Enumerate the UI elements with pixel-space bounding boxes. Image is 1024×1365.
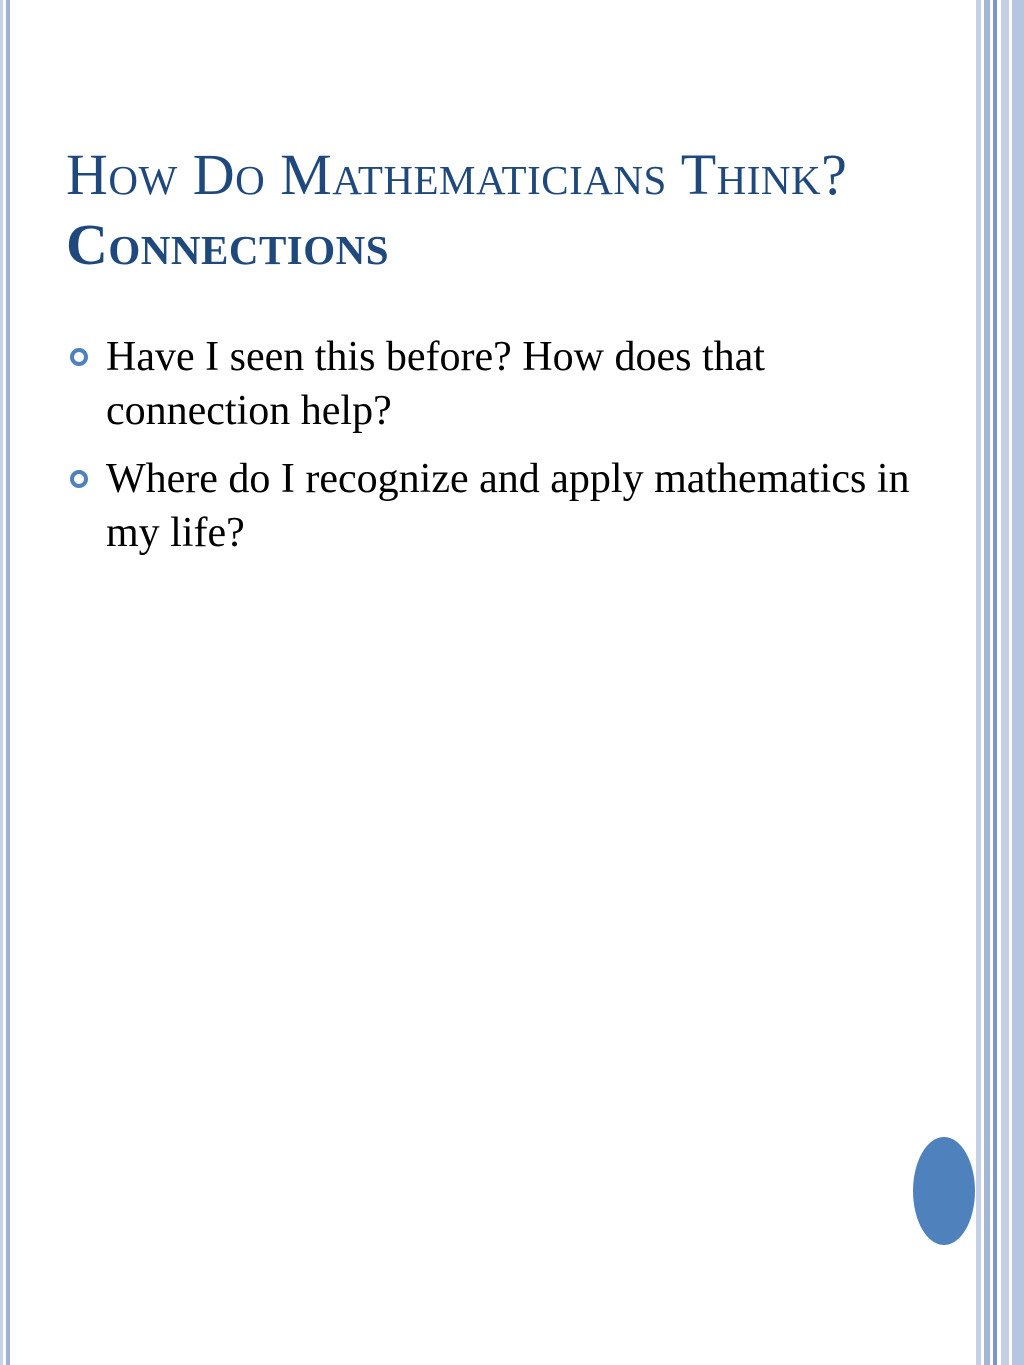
slide-title bbox=[66, 140, 946, 280]
slide-title-emphasis: Connections bbox=[66, 212, 390, 277]
bullet-text: Where do I recognize and apply mathematics in my life? bbox=[106, 456, 910, 556]
bullet-item bbox=[66, 452, 946, 560]
bullet-list bbox=[66, 330, 946, 574]
circle-bullet-icon bbox=[70, 470, 88, 488]
left-border-stripe bbox=[0, 0, 3, 1365]
right-border-stripe bbox=[1001, 0, 1009, 1365]
right-border-stripe bbox=[1012, 0, 1024, 1365]
slide-title-main: How Do Mathematicians Think? bbox=[66, 142, 848, 207]
decorative-oval bbox=[913, 1137, 975, 1245]
circle-bullet-icon bbox=[70, 348, 88, 366]
bullet-item bbox=[66, 330, 946, 438]
left-border-stripe-inner bbox=[6, 0, 10, 1365]
bullet-text: Have I seen this before? How does that connection help? bbox=[106, 334, 765, 434]
